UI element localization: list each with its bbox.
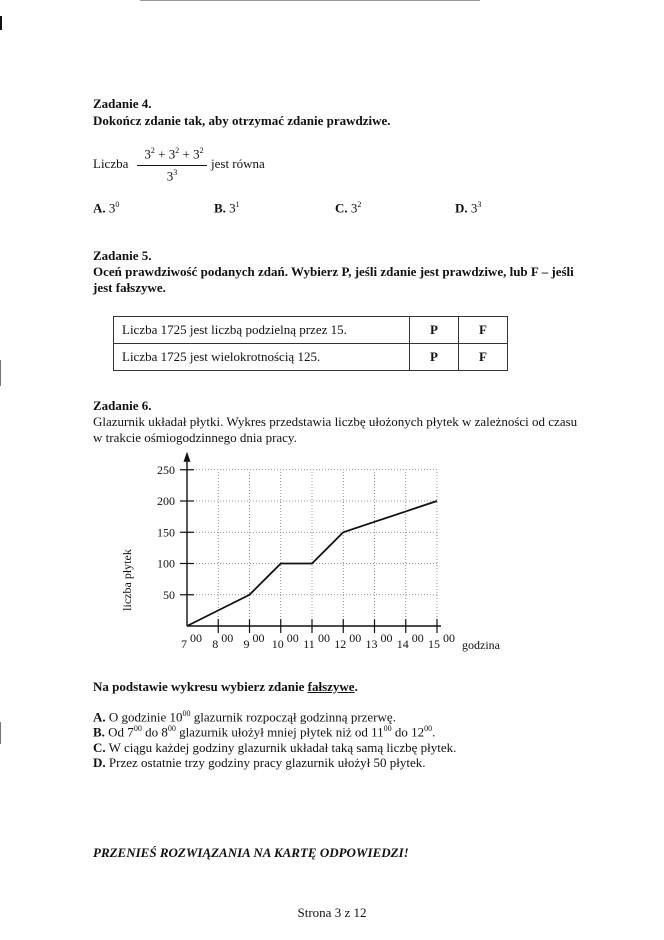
task5-instruction-line2: jest fałszywe.	[93, 280, 166, 295]
fraction-numerator: $3^2 + 3^2 + 3^2$	[144, 146, 204, 162]
task4-option-a: A. $3^0$	[93, 200, 120, 216]
x-tick-sup: 00	[252, 631, 265, 645]
tiles-line-chart	[0, 440, 664, 660]
task4-option-b: B. $3^1$	[214, 200, 240, 216]
y-tick-label: 200	[157, 494, 175, 508]
scan-edge-mark	[0, 360, 1, 386]
task4-tail: jest równa	[211, 156, 265, 171]
y-axis-arrow	[184, 452, 191, 462]
x-tick-sup: 00	[318, 631, 330, 645]
table-row	[114, 344, 508, 371]
x-tick-sup: 00	[411, 631, 424, 645]
x-tick-label: 8	[212, 637, 219, 651]
x-axis-label: godzina	[462, 638, 500, 652]
task5-title: Zadanie 5.	[93, 248, 152, 263]
fraction-denominator: $3^3$	[166, 168, 178, 184]
scan-edge-mark	[0, 16, 2, 30]
y-tick-label: 150	[157, 525, 175, 540]
x-tick-label: 15	[428, 637, 440, 651]
x-tick-sup: 00	[443, 631, 455, 645]
option-f-cell[interactable]: F	[459, 317, 508, 344]
statement-cell: Liczba 1725 jest liczbą podzielną przez 15.	[114, 317, 410, 344]
x-tick-sup: 00	[349, 631, 362, 645]
task6-text-line2: w trakcie ośmiogodzinnego dnia pracy.	[93, 430, 297, 445]
statement-cell: Liczba 1725 jest wielokrotnością 125.	[114, 344, 410, 371]
x-tick-label: 12	[334, 637, 347, 651]
true-false-table	[113, 316, 508, 371]
fraction-bar	[137, 165, 207, 166]
chart-grid	[187, 470, 437, 626]
x-tick-sup: 00	[286, 631, 299, 645]
page-number: Strona 3 z 12	[297, 905, 367, 920]
task6-text-line1: Glazurnik układał płytki. Wykres przedstawia liczbę ułożonych płytek w zależności od czasu	[93, 414, 578, 429]
task4-option-d: D. $3^3$	[455, 200, 482, 216]
x-tick-label: 11	[303, 637, 315, 651]
answer-a: A. O godzinie $10^{00}$ glazurnik rozpoczął godzinną przerwę.	[93, 709, 396, 725]
x-tick-sup: 00	[380, 631, 393, 645]
x-tick-label: 9	[243, 637, 250, 651]
table-row	[114, 317, 508, 344]
y-tick-label: 250	[157, 462, 175, 477]
x-tick-label: 13	[365, 637, 378, 651]
y-tick-label: 50	[163, 587, 175, 602]
x-tick-sup: 00	[190, 631, 202, 645]
answer-c: C. W ciągu każdej godziny glazurnik układał taką samą liczbę płytek.	[93, 740, 457, 755]
x-tick-sup: 00	[221, 631, 234, 645]
task4-title: Zadanie 4.	[93, 96, 152, 111]
x-tick-label: 7	[181, 637, 187, 651]
task4-option-c: C. $3^2$	[335, 200, 362, 216]
scan-edge-mark	[0, 722, 1, 744]
answers-banner: PRZENIEŚ ROZWIĄZANIA NA KARTĘ ODPOWIEDZI!	[93, 845, 409, 860]
y-tick-label: 100	[157, 556, 175, 571]
scan-top-line	[140, 0, 480, 1]
option-f-cell[interactable]: F	[459, 344, 508, 371]
answer-b: B. Od $7^{00}$ do $8^{00}$ glazurnik ułożył mniej płytek niż od $11^{00}$ do $12^{00}$.	[93, 724, 436, 740]
x-tick-label: 10	[271, 637, 284, 651]
task6-title: Zadanie 6.	[93, 398, 152, 413]
option-p-cell[interactable]: P	[410, 344, 459, 371]
chart-ticks	[157, 463, 455, 651]
task4-instruction: Dokończ zdanie tak, aby otrzymać zdanie prawdziwe.	[93, 113, 391, 128]
y-axis-label: liczba płytek	[120, 549, 134, 611]
task5-instruction-line1: Oceń prawdziwość podanych zdań. Wybierz P, jeśli zdanie jest prawdziwe, lub F – jeśli	[93, 264, 574, 279]
task4-lead: Liczba	[93, 156, 129, 171]
x-tick-label: 14	[396, 637, 409, 651]
answer-d: D. Przez ostatnie trzy godziny pracy glazurnik ułożył 50 płytek.	[93, 755, 426, 770]
task6-question: Na podstawie wykresu wybierz zdanie fałszywe.	[93, 679, 358, 694]
option-p-cell[interactable]: P	[410, 317, 459, 344]
